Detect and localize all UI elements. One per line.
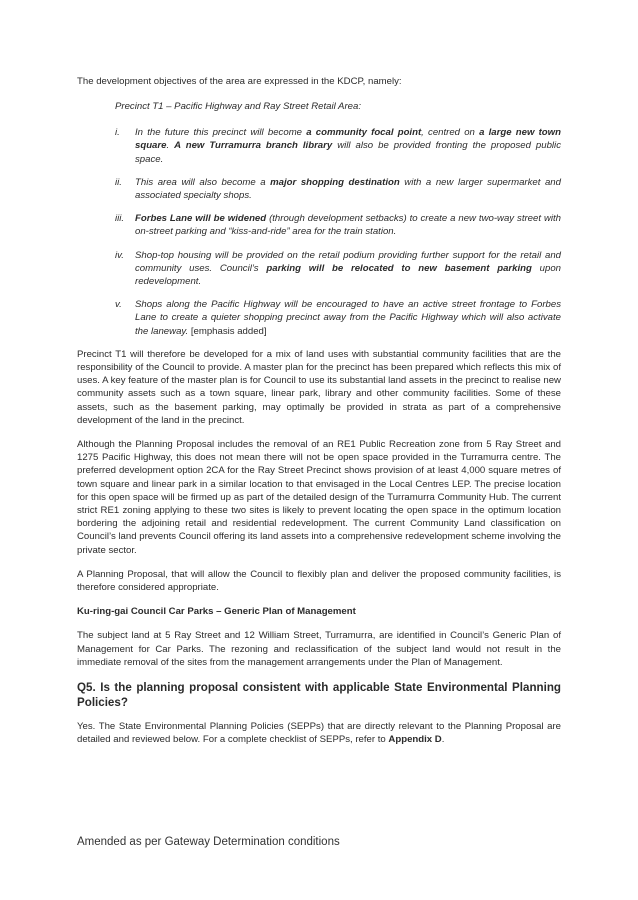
objective-text <box>135 126 561 166</box>
objective-emphasis: a large new town square <box>135 127 561 152</box>
objective-item <box>77 212 561 238</box>
q5-heading: Q5. Is the planning proposal consistent with applicable State Environmental Planning Policies? <box>77 680 561 709</box>
emphasis-note: [emphasis added] <box>188 325 267 337</box>
objective-text <box>135 249 561 289</box>
objective-text <box>135 176 561 202</box>
objective-text <box>135 212 561 238</box>
sepp-text: Yes. The State Environmental Planning Policies (SEPPs) that are directly relevant to the Planning Proposal are detailed and reviewed below. For a complete checklist of SEPPs, refer to <box>77 720 561 746</box>
page-content <box>77 75 561 746</box>
objective-emphasis: parking will be relocated to new basement parking <box>266 262 532 274</box>
objectives-list <box>77 126 561 338</box>
objective-text <box>135 298 561 338</box>
precinct-title: Precinct T1 – Pacific Highway and Ray Street Retail Area: <box>115 101 361 113</box>
objective-run: (through development setbacks) to create a new two-way street with on-street parking and “kiss-and-ride” area for the train station. <box>135 213 562 238</box>
paragraph-planning-proposal: Although the Planning Proposal includes the removal of an RE1 Public Recreation zone from 5 Ray Street and 1275 Pacific Highway, this does not mean there will not be open space provided in the Turramurra centre. The preferred development option 2CA for the Ray Street Precinct shows provision of at least 4,000 square metres of town square and linear park in a similar location to that envisaged in the Local Centres LEP. The precise location for this open space will be firmed up as part of the detailed design of the Turramurra Community Hub. The current strict RE1 zoning applying to these two sites is likely to prevent locating the open space in the optimum location bordering the adjoining retail and residential redevelopment. The current Community Land classification on Council’s land prevents Council offering its land assets into a comprehensive redevelopment scheme involving the private sector. <box>77 439 561 556</box>
objective-emphasis: A new Turramurra branch library <box>174 140 333 152</box>
page-footer: Amended as per Gateway Determination conditions <box>77 836 340 848</box>
objective-run: , centred on <box>421 127 480 139</box>
objective-emphasis: Forbes Lane will be widened <box>135 213 267 225</box>
objective-item <box>77 176 561 202</box>
objective-number: ii. <box>115 176 122 188</box>
car-parks-heading: Ku-ring-gai Council Car Parks – Generic Plan of Management <box>77 606 356 618</box>
appendix-d-ref: Appendix D <box>388 734 442 746</box>
objective-emphasis: a community focal point <box>306 127 422 139</box>
objective-run: . <box>166 140 175 152</box>
paragraph-sepp <box>77 720 561 746</box>
objective-run: with a new larger supermarket and associated specialty shops. <box>135 176 561 202</box>
objective-run: This area will also become a <box>135 176 271 188</box>
objective-number: i. <box>115 127 120 139</box>
paragraph-flexible-plan: A Planning Proposal, that will allow the Council to flexibly plan and deliver the proposed community facilities, is therefore considered appropriate. <box>77 568 561 594</box>
paragraph-precinct-t1: Precinct T1 will therefore be developed for a mix of land uses with substantial community facilities that are the responsibility of the Council to provide. A master plan for the precinct has been prepared which reflects this mix of uses. A key feature of the master plan is for Council to use its substantial land assets in the precinct to realise new community assets such as a town square, linear park, library and other community facilities. Some of these assets, such as the basement parking, may optimally be provided in strata as part of a comprehensive development of the land in the precinct. <box>77 348 561 426</box>
objective-run: Shops along the Pacific Highway will be encouraged to have an active street frontage to Forbes Lane to create a quieter shopping precinct away from the Pacific Highway which will also activate the laneway. <box>135 299 561 337</box>
objective-run: Shop-top housing will be provided on the retail podium providing further support for the retail and community uses. Council’s <box>135 249 561 274</box>
objective-item <box>77 298 561 338</box>
objective-number: v. <box>115 299 122 311</box>
objective-number: iii. <box>115 213 125 225</box>
objective-run: In the future this precinct will become <box>135 127 307 139</box>
intro-text: The development objectives of the area are expressed in the KDCP, namely: <box>77 76 402 87</box>
objective-run: will also be provided fronting the proposed public space. <box>135 140 561 165</box>
objective-number: iv. <box>115 249 124 261</box>
paragraph-car-parks: The subject land at 5 Ray Street and 12 William Street, Turramurra, are identified in Council’s Generic Plan of Management for Car Parks. The rezoning and reclassification of the subject land would not result in the immediate removal of the sites from the management arrangements under the Plan of Management. <box>77 630 561 668</box>
objective-item <box>77 126 561 166</box>
objective-run: upon redevelopment. <box>135 262 561 288</box>
objective-emphasis: major shopping destination <box>270 176 400 188</box>
objective-item <box>77 249 561 289</box>
sepp-end: . <box>441 734 445 746</box>
